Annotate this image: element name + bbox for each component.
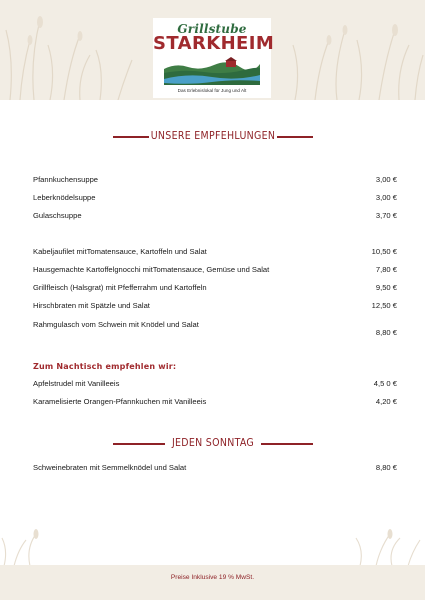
menu-item-name: Gulaschsuppe (33, 211, 82, 220)
menu-item (33, 301, 397, 313)
logo-line-1: Grillstube (177, 22, 247, 36)
menu-item-price: 4,20 € (375, 397, 397, 406)
menu-item-price: 3,70 € (375, 211, 397, 220)
menu-item (33, 211, 397, 223)
grass-right-decoration (275, 0, 425, 100)
menu-item (33, 193, 397, 205)
menu-item (33, 175, 397, 187)
menu-item (33, 320, 397, 342)
vat-note: Preise Inklusive 19 % MwSt. (170, 574, 255, 581)
menu-item-price: 3,00 € (375, 175, 397, 184)
menu-item-price: 12,50 € (371, 301, 397, 310)
landscape-icon (164, 55, 260, 85)
logo-line-2: STARKHEIM (153, 33, 275, 54)
recommendations-heading (113, 130, 313, 144)
sunday-heading (113, 437, 313, 451)
heading-rule-right (277, 136, 313, 138)
menu-item-name: Leberknödelsuppe (33, 193, 96, 202)
menu-item-price: 4,5 0 € (373, 379, 397, 388)
recommendations-title: UNSERE EMPFEHLUNGEN (150, 130, 276, 142)
restaurant-logo (153, 18, 275, 98)
menu-item (33, 397, 397, 409)
menu-item-price: 10,50 € (371, 247, 397, 256)
menu-item-name: Pfannkuchensuppe (33, 175, 99, 184)
menu-item-price: 8,80 € (375, 328, 397, 337)
menu-item-name: Apfelstrudel mit Vanilleeis (33, 379, 120, 388)
menu-item-price: 8,80 € (375, 463, 397, 472)
logo-tagline: Das Erlebnislokal für Jung und Alt (177, 88, 247, 93)
heading-rule-right (261, 443, 313, 445)
grass-left-decoration (0, 0, 150, 100)
menu-item-name: Karamelisierte Orangen-Pfannkuchen mit Vanilleeis (33, 397, 207, 406)
menu-item-price: 3,00 € (375, 193, 397, 202)
menu-item (33, 379, 397, 391)
menu-item-name: Rahmgulasch vom Schwein mit Knödel und Salat (33, 320, 199, 329)
menu-item-name: Hausgemachte Kartoffelgnocchi mitTomatensauce, Gemüse und Salat (33, 265, 270, 274)
footer-band (0, 565, 425, 600)
sunday-title: JEDEN SONNTAG (171, 437, 255, 449)
grass-bottom-decoration (0, 520, 425, 566)
menu-item (33, 265, 397, 277)
menu-item-price: 9,50 € (375, 283, 397, 292)
menu-item-name: Hirschbraten mit Spätzle und Salat (33, 301, 150, 310)
dessert-heading: Zum Nachtisch empfehlen wir: (33, 362, 177, 371)
menu-item-name: Schweinebraten mit Semmelknödel und Salat (33, 463, 187, 472)
menu-item-name: Kabeljaufilet mitTomatensauce, Kartoffeln und Salat (33, 247, 207, 256)
menu-item (33, 247, 397, 259)
menu-item-name: Grillfleisch (Halsgrat) mit Pfefferrahm und Kartoffeln (33, 283, 207, 292)
menu-item-price: 7,80 € (375, 265, 397, 274)
menu-item (33, 463, 397, 475)
menu-item (33, 283, 397, 295)
